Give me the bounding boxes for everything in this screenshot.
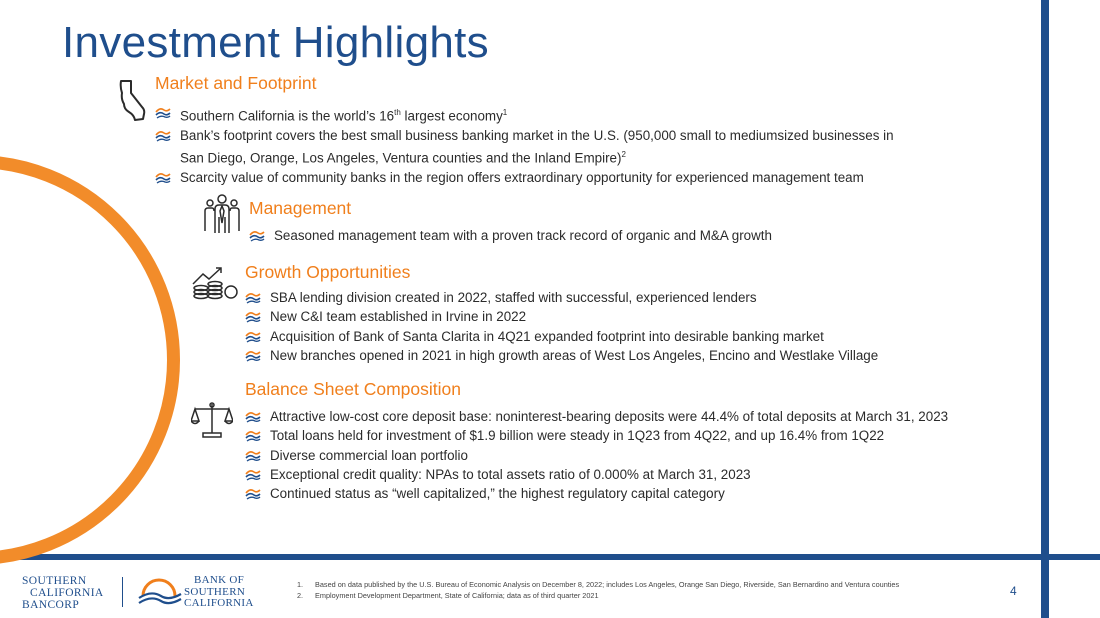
right-vertical-bar bbox=[1041, 0, 1049, 618]
team-icon bbox=[203, 193, 241, 235]
list-item: Attractive low-cost core deposit base: noninterest-bearing deposits were 44.4% of total deposits at March 31, 2023 bbox=[245, 407, 948, 426]
bank-sunrise-logo-icon bbox=[137, 576, 183, 608]
wave-bullet-icon bbox=[245, 411, 261, 423]
page-number: 4 bbox=[1010, 584, 1017, 598]
wave-bullet-icon bbox=[245, 292, 261, 304]
wave-bullet-icon bbox=[245, 311, 261, 323]
section-heading-growth-opportunities: Growth Opportunities bbox=[245, 262, 411, 282]
list-item: Continued status as “well capitalized,” the highest regulatory capital category bbox=[245, 484, 948, 503]
footnote-item: 2. Employment Development Department, State of California; data as of third quarter 2021 bbox=[297, 591, 599, 601]
logo-divider bbox=[122, 577, 123, 607]
bank-of-southern-california-logo-text bbox=[184, 575, 254, 610]
list-item-continuation: San Diego, Orange, Los Angeles, Ventura counties and the Inland Empire)$^2$ bbox=[180, 150, 626, 166]
page-title: Investment Highlights bbox=[62, 18, 489, 67]
list-item: Seasoned management team with a proven track record of organic and M&A growth bbox=[249, 226, 772, 245]
list-item: Diverse commercial loan portfolio bbox=[245, 446, 948, 465]
logo1-line1: SOUTHERN bbox=[22, 575, 87, 587]
logo2-line1: BANK OF bbox=[194, 574, 245, 586]
list-item: Southern California is the world’s 16th largest economy$^1$ bbox=[155, 103, 894, 126]
wave-bullet-icon bbox=[245, 488, 261, 500]
logo2-line2: SOUTHERN bbox=[184, 585, 246, 598]
market-footprint-bullets bbox=[155, 103, 894, 187]
logo2-line3: CALIFORNIA bbox=[184, 597, 254, 609]
balance-scale-icon bbox=[191, 401, 233, 439]
list-item: Scarcity value of community banks in the region offers extraordinary opportunity for experienced management team bbox=[155, 168, 894, 187]
list-item: Acquisition of Bank of Santa Clarita in 4Q21 expanded footprint into desirable banking market bbox=[245, 327, 878, 346]
wave-bullet-icon bbox=[245, 469, 261, 481]
balance-sheet-bullets bbox=[245, 407, 948, 503]
wave-bullet-icon bbox=[155, 130, 171, 142]
logo1-line2: CALIFORNIA bbox=[30, 587, 104, 599]
wave-bullet-icon bbox=[245, 430, 261, 442]
decorative-orange-arc bbox=[0, 155, 180, 565]
southern-california-bancorp-logo bbox=[22, 575, 112, 611]
wave-bullet-icon bbox=[155, 172, 171, 184]
section-heading-management: Management bbox=[249, 198, 352, 218]
footer-divider-bar bbox=[0, 554, 1100, 560]
list-item: SBA lending division created in 2022, staffed with successful, experienced lenders bbox=[245, 288, 878, 307]
section-heading-balance-sheet: Balance Sheet Composition bbox=[245, 379, 461, 399]
growth-coins-icon bbox=[191, 266, 239, 300]
california-icon bbox=[118, 79, 148, 123]
list-item: New branches opened in 2021 in high growth areas of West Los Angeles, Encino and Westlake Village bbox=[245, 346, 878, 365]
list-item: Total loans held for investment of $1.9 billion were steady in 1Q23 from 4Q22, and up 16.4% from 1Q22 bbox=[245, 426, 948, 445]
footnote-item: 1. Based on data published by the U.S. Bureau of Economic Analysis on December 8, 2022; includes Los Angeles, Orange San Diego, Riverside, San Bernardino and Ventura counties bbox=[297, 580, 900, 589]
footnotes bbox=[297, 579, 899, 601]
management-bullets bbox=[249, 226, 772, 245]
list-item: Exceptional credit quality: NPAs to total assets ratio of 0.000% at March 31, 2023 bbox=[245, 465, 948, 484]
wave-bullet-icon bbox=[155, 107, 171, 119]
wave-bullet-icon bbox=[245, 331, 261, 343]
wave-bullet-icon bbox=[245, 350, 261, 362]
wave-bullet-icon bbox=[245, 450, 261, 462]
section-heading-market-footprint: Market and Footprint bbox=[155, 73, 317, 93]
growth-opportunities-bullets bbox=[245, 288, 878, 365]
list-item: New C&I team established in Irvine in 2022 bbox=[245, 307, 878, 326]
list-item: Bank’s footprint covers the best small business banking market in the U.S. (950,000 small to mediumsized businesses in bbox=[155, 126, 894, 145]
logo1-line3: BANCORP bbox=[22, 599, 80, 611]
wave-bullet-icon bbox=[249, 230, 265, 242]
